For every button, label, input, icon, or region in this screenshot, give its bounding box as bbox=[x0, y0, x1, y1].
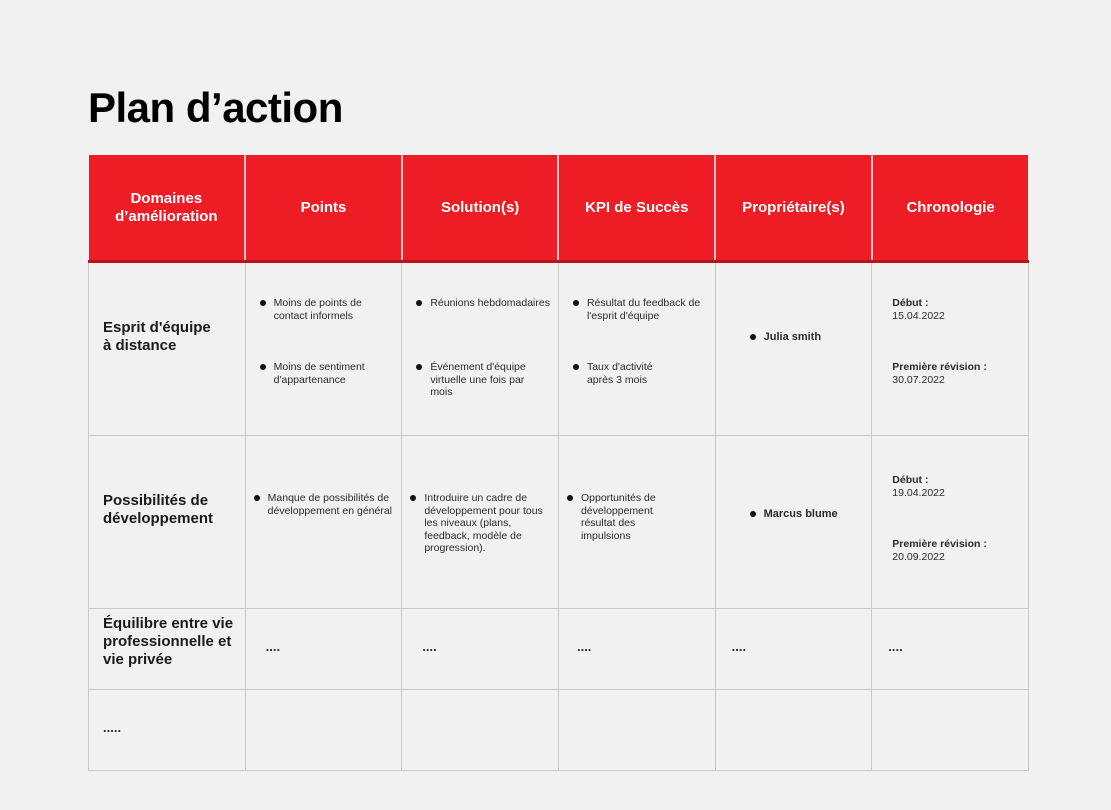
header-chronologie: Chronologie bbox=[872, 155, 1029, 262]
header-proprietaires: Propriétaire(s) bbox=[715, 155, 872, 262]
cell-kpis bbox=[558, 436, 715, 609]
cell-chronology bbox=[872, 436, 1029, 609]
points-list bbox=[260, 297, 394, 322]
table-header bbox=[89, 155, 1029, 262]
cell-empty bbox=[402, 690, 559, 771]
list-item: Résultat du feedback de l'esprit d'équipe bbox=[573, 297, 707, 322]
list-item: Introduire un cadre de développement pour tous les niveaux (plans, feedback, modèle de progression). bbox=[410, 492, 548, 555]
solutions-list bbox=[416, 297, 550, 310]
list-item: Moins de sentiment d'appartenance bbox=[260, 361, 394, 386]
cell-empty bbox=[245, 690, 402, 771]
placeholder-dots: .... bbox=[731, 639, 747, 654]
area-label: Possibilités de développement bbox=[103, 492, 214, 527]
owner-name: Marcus blume bbox=[750, 508, 838, 521]
area-label: Équilibre entre vie professionnelle et vie privée bbox=[103, 615, 234, 668]
kpi-list bbox=[567, 492, 685, 542]
cell-points bbox=[245, 609, 402, 690]
cell-solutions bbox=[402, 262, 559, 436]
header-kpi: KPI de Succès bbox=[558, 155, 715, 262]
kpi-list bbox=[573, 297, 707, 322]
list-item: Opportunités de développement résultat des impulsions bbox=[567, 492, 685, 542]
cell-empty bbox=[715, 690, 872, 771]
list-item: Moins de points de contact informels bbox=[260, 297, 394, 322]
table-row bbox=[89, 262, 1029, 436]
list-item: Manque de possibilités de développement en général bbox=[254, 492, 394, 517]
page-title: Plan d’action bbox=[88, 84, 343, 131]
review-date: 20.09.2022 bbox=[892, 551, 945, 563]
points-list bbox=[254, 492, 394, 517]
start-label: Début : bbox=[892, 297, 929, 309]
cell-owner bbox=[715, 609, 872, 690]
list-item: Événement d'équipe virtuelle une fois par mois bbox=[416, 361, 534, 399]
cell-owner bbox=[715, 436, 872, 609]
list-item: Taux d'activité après 3 mois bbox=[573, 361, 675, 386]
cell-owner bbox=[715, 262, 872, 436]
placeholder-dots: .... bbox=[265, 639, 281, 654]
cell-area bbox=[89, 262, 246, 436]
placeholder-dots: .... bbox=[422, 639, 437, 654]
solutions-list bbox=[416, 361, 534, 399]
cell-kpis bbox=[558, 609, 715, 690]
cell-points bbox=[245, 436, 402, 609]
cell-chronology bbox=[872, 262, 1029, 436]
kpi-list bbox=[573, 361, 675, 386]
header-domaines: Domaines d’amélioration bbox=[89, 155, 246, 262]
placeholder-dots: .... bbox=[888, 639, 903, 654]
cell-area bbox=[89, 436, 246, 609]
table-row bbox=[89, 609, 1029, 690]
review-label: Première révision : bbox=[892, 361, 987, 373]
cell-solutions bbox=[402, 609, 559, 690]
start-label: Début : bbox=[892, 474, 929, 486]
cell-solutions bbox=[402, 436, 559, 609]
action-plan-table bbox=[88, 155, 1029, 771]
placeholder-dots: ..... bbox=[103, 720, 122, 735]
placeholder-dots: .... bbox=[576, 639, 592, 654]
start-date: 15.04.2022 bbox=[892, 310, 945, 322]
table-row bbox=[89, 436, 1029, 609]
cell-area bbox=[89, 609, 246, 690]
cell-chronology bbox=[872, 609, 1029, 690]
points-list bbox=[260, 361, 394, 386]
review-date: 30.07.2022 bbox=[892, 374, 945, 386]
owner-name: Julia smith bbox=[750, 331, 821, 344]
table-row bbox=[89, 690, 1029, 771]
cell-area bbox=[89, 690, 246, 771]
list-item: Réunions hebdomadaires bbox=[416, 297, 550, 310]
cell-points bbox=[245, 262, 402, 436]
header-solutions: Solution(s) bbox=[402, 155, 559, 262]
cell-kpis bbox=[558, 262, 715, 436]
solutions-list bbox=[410, 492, 548, 555]
review-label: Première révision : bbox=[892, 538, 987, 550]
header-points: Points bbox=[245, 155, 402, 262]
cell-empty bbox=[872, 690, 1029, 771]
area-label: Esprit d'équipe à distance bbox=[103, 319, 211, 354]
cell-empty bbox=[558, 690, 715, 771]
start-date: 19.04.2022 bbox=[892, 487, 945, 499]
